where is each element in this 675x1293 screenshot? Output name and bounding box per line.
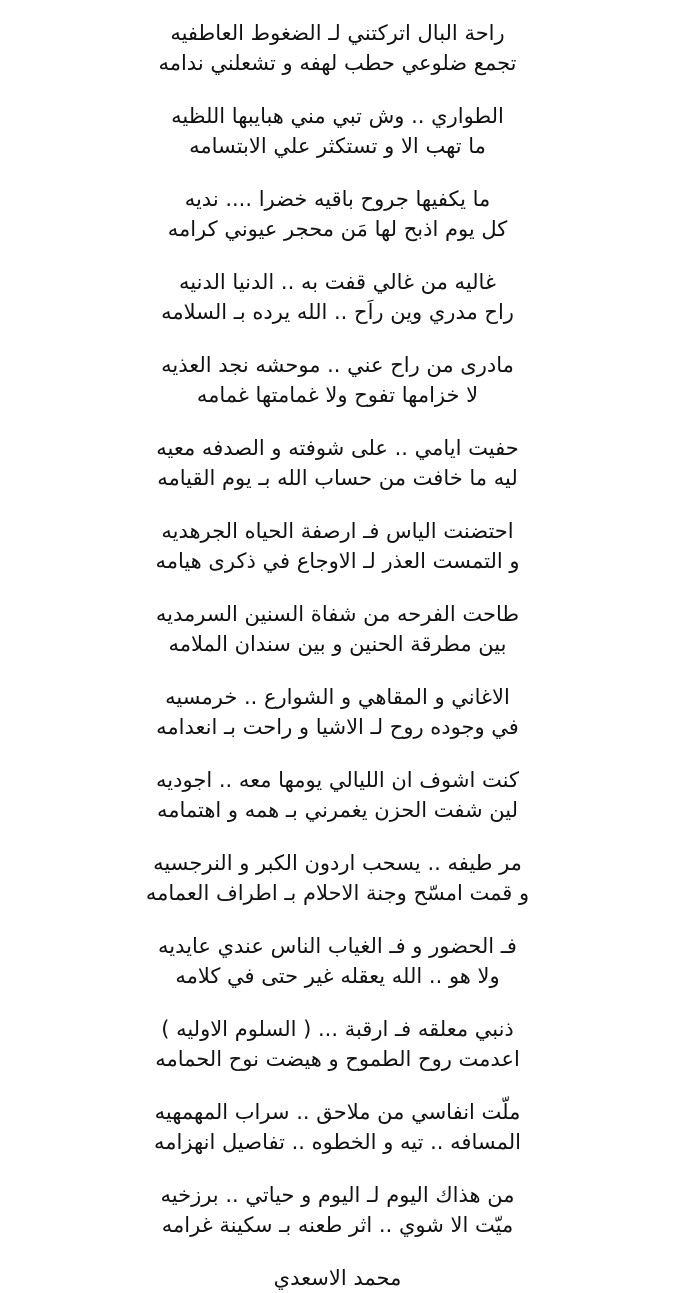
verse-line: كنت اشوف ان الليالي يومها معه .. اجوديه	[156, 768, 519, 792]
stanza	[0, 848, 675, 908]
stanza	[0, 267, 675, 327]
stanza	[0, 516, 675, 576]
stanza	[0, 184, 675, 244]
verse-line: مادرى من راح عني .. موحشه نجد العذيه	[161, 353, 514, 377]
verse-line: غاليه من غالي قفت به .. الدنيا الدنيه	[179, 270, 496, 294]
verse-line: كل يوم اذبح لها مَن محجر عيوني كرامه	[167, 217, 508, 241]
stanza	[0, 599, 675, 659]
verse-line: راح مدري وين راَح .. الله يرده بـ السلامه	[161, 300, 514, 324]
verse-line: ملّت انفاسي من ملاحق .. سراب المهمهيه	[154, 1100, 521, 1124]
verse-line: في وجوده روح لـ الاشيا و راحت بـ انعدامه	[156, 715, 519, 739]
verse-line: تجمع ضلوعي حطب لهفه و تشعلني ندامه	[158, 51, 517, 75]
verse-line: الطواري .. وش تبي مني هبايبها اللظيه	[171, 104, 504, 128]
stanza	[0, 1180, 675, 1240]
stanza	[0, 682, 675, 742]
author-signature: محمد الاسعدي	[273, 1266, 402, 1290]
stanza	[0, 18, 675, 78]
verse-line: ما تهب الا و تستكثر علي الابتسامه	[189, 134, 486, 158]
verse-line: ولا هو .. الله يعقله غير حتى في كلامه	[175, 964, 500, 988]
verse-line: ما يكفيها جروح باقيه خضرا .... نديه	[184, 187, 491, 211]
verse-line: لا خزامها تفوح ولا غمامتها غمامه	[196, 383, 479, 407]
verse-line: المسافه .. تيه و الخطوه .. تفاصيل انهزامه	[154, 1130, 521, 1154]
poem-body	[0, 18, 675, 1293]
verse-line: و التمست العذر لـ الاوجاع في ذكرى هيامه	[155, 549, 520, 573]
verse-line: اعدمت روح الطموح و هيضت نوح الحمامه	[155, 1047, 520, 1071]
verse-line: ميّت الا شوي .. اثر طعنه بـ سكينة غرامه	[161, 1213, 514, 1237]
stanza	[0, 350, 675, 410]
verse-line: الاغاني و المقاهي و الشوارع .. خرمسيه	[165, 685, 510, 709]
verse-line: و قمت امسّح وجنة الاحلام بـ اطراف العمامه	[145, 881, 530, 905]
verse-line: لين شفت الحزن يغمرني بـ همه و اهتمامه	[156, 798, 519, 822]
verse-line: مر طيفه .. يسحب اردون الكبر و النرجسيه	[153, 851, 522, 875]
verse-line: طاحت الفرحه من شفاة السنين السرمديه	[155, 602, 520, 626]
verse-line: حفيت ايامي .. على شوفته و الصدفه معيه	[156, 436, 519, 460]
verse-line: احتضنت الياس فـ ارصفة الحياه الجرهديه	[161, 519, 514, 543]
verse-line: من هذاك اليوم لـ اليوم و حياتي .. برزخيه	[160, 1183, 515, 1207]
stanza	[0, 1097, 675, 1157]
stanza	[0, 433, 675, 493]
verse-line: راحة البال اتركتني لـ الضغوط العاطفيه	[170, 21, 505, 45]
verse-line: فـ الحضور و فـ الغياب الناس عندي عايديه	[158, 934, 517, 958]
verse-line: ليه ما خافت من حساب الله بـ يوم القيامه	[157, 466, 518, 490]
stanza	[0, 765, 675, 825]
stanza	[0, 1014, 675, 1074]
verse-line: بين مطرقة الحنين و بين سندان الملامه	[168, 632, 507, 656]
verse-line: ذنبي معلقه فـ ارقبة ... ( السلوم الاوليه )	[161, 1017, 514, 1041]
stanza	[0, 931, 675, 991]
stanza	[0, 101, 675, 161]
